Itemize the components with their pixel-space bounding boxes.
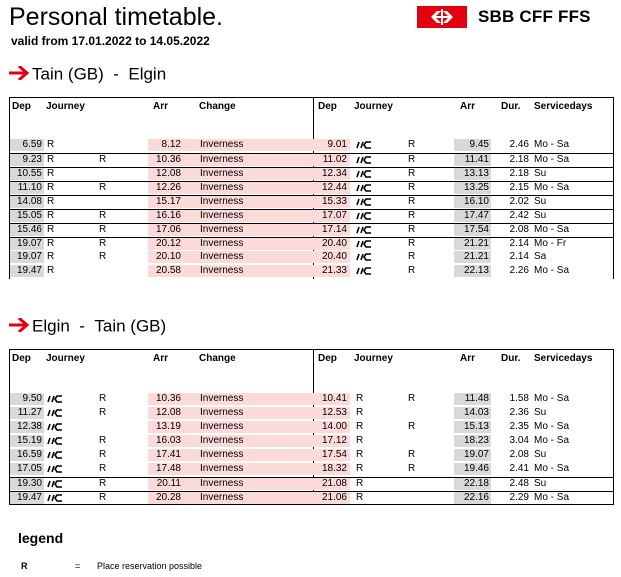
arrival-time: 12.26: [148, 182, 183, 194]
column-header-journey: Journey: [46, 353, 85, 364]
duration: 2.14: [509, 251, 529, 262]
arrival-time: 17.48: [148, 463, 183, 475]
service-days: Sa: [534, 251, 547, 262]
departure-time-2: 17.07: [286, 210, 350, 222]
change-station: Inverness: [183, 478, 286, 490]
departure-time: 15.46: [10, 224, 44, 236]
arrival-time-2: 22.18: [454, 478, 491, 490]
journey-type: R: [47, 251, 55, 262]
journey-type: R: [356, 393, 364, 404]
change-station: Inverness: [183, 182, 286, 194]
column-header-change: Change: [199, 101, 236, 112]
duration: 2.08: [509, 224, 529, 235]
table-row: [9, 435, 614, 447]
intercity-icon: [47, 395, 63, 407]
column-header-journey: Journey: [46, 101, 85, 112]
journey-type: R: [47, 182, 55, 193]
column-header-servicedays: Servicedays: [534, 353, 593, 364]
service-days: Mo - Sa: [534, 393, 570, 404]
reservation-flag: R: [99, 182, 107, 193]
journey-type: R: [356, 492, 364, 503]
table-row: [9, 463, 614, 475]
arrival-time: 16.03: [148, 435, 183, 447]
duration: 2.14: [509, 238, 529, 249]
departure-time: 19.07: [10, 251, 44, 263]
reservation-flag: R: [99, 463, 107, 474]
column-header-dep: Dep: [12, 101, 31, 112]
journey-type: R: [47, 196, 55, 207]
departure-time: 15.19: [10, 435, 44, 447]
reservation-flag: R: [99, 154, 107, 165]
departure-time-2: 9.01: [286, 139, 350, 151]
reservation-flag: R: [99, 435, 107, 446]
change-station: Inverness: [183, 463, 286, 475]
arrival-time: 12.08: [148, 168, 183, 180]
arrival-time: 15.17: [148, 196, 183, 208]
column-header-journey2: Journey: [354, 353, 393, 364]
service-days: Su: [534, 210, 547, 221]
reservation-flag: R: [99, 393, 107, 404]
departure-time: 19.07: [10, 238, 44, 250]
column-header-dur: Dur.: [501, 353, 521, 364]
duration: 2.15: [509, 182, 529, 193]
journey-type: R: [47, 139, 55, 150]
reservation-flag: R: [408, 210, 416, 221]
reservation-flag: R: [408, 224, 416, 235]
arrival-time-2: 17.54: [454, 224, 491, 236]
departure-time-2: 21.06: [286, 492, 350, 504]
arrival-time: 12.08: [148, 407, 183, 419]
arrival-time-2: 21.21: [454, 251, 491, 263]
validity-period: valid from 17.01.2022 to 14.05.2022: [11, 34, 210, 48]
service-days: Su: [534, 168, 547, 179]
table-row: [9, 251, 614, 263]
departure-time: 11.27: [10, 407, 44, 419]
change-station: Inverness: [183, 435, 286, 447]
table-row: [9, 407, 614, 419]
timetable-return: [9, 349, 614, 505]
reservation-flag: R: [408, 449, 416, 460]
arrival-time-2: 9.45: [454, 139, 491, 151]
departure-time-2: 15.33: [286, 196, 350, 208]
column-header-arr: Arr: [153, 101, 169, 112]
arrival-time-2: 13.13: [454, 168, 491, 180]
table-row: [9, 139, 614, 151]
arrival-time: 13.19: [148, 421, 183, 433]
departure-time: 9.50: [10, 393, 44, 405]
arrival-time-2: 11.48: [454, 393, 491, 405]
arrival-time-2: 22.13: [454, 265, 491, 277]
arrival-time-2: 22.16: [454, 492, 491, 504]
column-header-arr: Arr: [153, 353, 169, 364]
departure-time: 16.59: [10, 449, 44, 461]
intercity-icon: [47, 437, 63, 449]
arrival-time-2: 15.13: [454, 421, 491, 433]
journey-type: R: [356, 421, 364, 432]
duration: 2.02: [509, 196, 529, 207]
legend-equals: =: [75, 561, 81, 571]
reservation-flag: R: [408, 265, 416, 276]
departure-time: 15.05: [10, 210, 44, 222]
column-header-arr2: Arr: [460, 101, 476, 112]
duration: 2.08: [509, 449, 529, 460]
departure-time-2: 12.53: [286, 407, 350, 419]
reservation-flag: R: [408, 182, 416, 193]
departure-time-2: 10.41: [286, 393, 350, 405]
table-row: [9, 477, 614, 490]
timetable-outbound: [9, 97, 614, 279]
departure-time-2: 11.02: [286, 154, 350, 166]
reservation-flag: R: [99, 238, 107, 249]
arrival-time: 20.58: [148, 265, 183, 277]
arrival-time-2: 13.25: [454, 182, 491, 194]
reservation-flag: R: [408, 154, 416, 165]
reservation-flag: R: [408, 463, 416, 474]
reservation-flag: R: [99, 407, 107, 418]
arrival-time: 17.41: [148, 449, 183, 461]
intercity-icon: [47, 423, 63, 435]
journey-type: R: [47, 154, 55, 165]
duration: 2.26: [509, 265, 529, 276]
arrival-time: 8.12: [148, 139, 183, 151]
column-header-change: Change: [199, 353, 236, 364]
arrival-time: 10.36: [148, 154, 183, 166]
reservation-flag: R: [408, 139, 416, 150]
departure-time: 19.30: [10, 478, 44, 490]
reservation-flag: R: [408, 251, 416, 262]
journey-type: R: [356, 407, 364, 418]
arrival-time: 20.12: [148, 238, 183, 250]
departure-time-2: 21.08: [286, 478, 350, 490]
column-header-dur: Dur.: [501, 101, 521, 112]
reservation-flag: R: [408, 393, 416, 404]
departure-time-2: 21.33: [286, 265, 350, 277]
column-header-dep2: Dep: [318, 353, 337, 364]
arrival-time: 20.10: [148, 251, 183, 263]
departure-time: 19.47: [10, 492, 44, 504]
intercity-icon: [47, 465, 63, 477]
arrival-time: 20.11: [148, 478, 183, 490]
sbb-flag-icon: [417, 6, 467, 28]
departure-time-2: 17.54: [286, 449, 350, 461]
departure-time: 19.47: [10, 265, 44, 277]
arrival-time-2: 19.07: [454, 449, 491, 461]
reservation-flag: R: [99, 251, 107, 262]
arrival-time: 20.28: [148, 492, 183, 504]
arrival-time-2: 11.41: [454, 154, 491, 166]
departure-time: 17.05: [10, 463, 44, 475]
reservation-flag: R: [99, 449, 107, 460]
service-days: Mo - Sa: [534, 492, 570, 503]
departure-time-2: 20.40: [286, 238, 350, 250]
service-days: Mo - Sa: [534, 265, 570, 276]
legend-key: R: [21, 561, 28, 571]
service-days: Mo - Sa: [534, 421, 570, 432]
journey-type: R: [47, 210, 55, 221]
reservation-flag: R: [408, 196, 416, 207]
journey-type: R: [47, 265, 55, 276]
service-days: Su: [534, 478, 547, 489]
change-station: Inverness: [183, 196, 286, 208]
arrival-time-2: 18.23: [454, 435, 491, 447]
change-station: Inverness: [183, 265, 286, 277]
intercity-icon: [47, 451, 63, 463]
departure-time-2: 12.44: [286, 182, 350, 194]
intercity-icon: [356, 141, 372, 153]
duration: 2.35: [509, 421, 529, 432]
departure-time-2: 18.32: [286, 463, 350, 475]
route-to: Elgin: [128, 64, 167, 84]
change-station: Inverness: [183, 393, 286, 405]
route-from: Elgin: [32, 316, 70, 336]
table-row: [9, 195, 614, 208]
table-row: [9, 181, 614, 194]
departure-time-2: 14.00: [286, 421, 350, 433]
duration: 2.46: [509, 139, 529, 150]
departure-time: 12.38: [10, 421, 44, 433]
table-row: [9, 153, 614, 166]
intercity-icon: [356, 267, 372, 279]
reservation-flag: R: [99, 478, 107, 489]
journey-type: R: [356, 463, 364, 474]
route-heading-outbound: Tain (GB) - Elgin: [9, 64, 166, 85]
service-days: Mo - Sa: [534, 435, 570, 446]
route-from: Tain (GB): [32, 64, 104, 84]
legend-title: legend: [18, 530, 64, 546]
change-station: Inverness: [183, 224, 286, 236]
departure-time-2: 17.14: [286, 224, 350, 236]
departure-time-2: 12.34: [286, 168, 350, 180]
reservation-flag: R: [408, 168, 416, 179]
table-row: [9, 449, 614, 461]
arrival-time: 17.06: [148, 224, 183, 236]
intercity-icon: [356, 253, 372, 265]
departure-time: 6.59: [10, 139, 44, 151]
change-station: Inverness: [183, 154, 286, 166]
duration: 2.29: [509, 492, 529, 503]
column-header-dep: Dep: [12, 353, 31, 364]
duration: 3.04: [509, 435, 529, 446]
departure-time: 11.10: [10, 182, 44, 194]
reservation-flag: R: [99, 492, 107, 503]
table-row: [9, 237, 614, 250]
duration: 2.18: [509, 168, 529, 179]
table-row: [9, 491, 614, 505]
departure-time-2: 17.12: [286, 435, 350, 447]
change-station: Inverness: [183, 210, 286, 222]
journey-type: R: [47, 238, 55, 249]
journey-type: R: [356, 449, 364, 460]
intercity-icon: [47, 409, 63, 421]
change-station: Inverness: [183, 168, 286, 180]
journey-type: R: [356, 478, 364, 489]
arrival-time-2: 21.21: [454, 238, 491, 250]
table-row: [9, 223, 614, 236]
journey-type: R: [356, 435, 364, 446]
departure-time: 14.08: [10, 196, 44, 208]
column-header-arr2: Arr: [460, 353, 476, 364]
table-row: [9, 265, 614, 277]
duration: 2.48: [509, 478, 529, 489]
legend-description: Place reservation possible: [97, 561, 203, 571]
table-row: [9, 393, 614, 405]
arrow-right-icon: [9, 65, 32, 85]
column-header-servicedays: Servicedays: [534, 101, 593, 112]
duration: 2.36: [509, 407, 529, 418]
service-days: Mo - Sa: [534, 154, 570, 165]
table-row: [9, 167, 614, 180]
arrival-time-2: 14.03: [454, 407, 491, 419]
duration: 2.41: [509, 463, 529, 474]
reservation-flag: R: [408, 238, 416, 249]
change-station: Inverness: [183, 251, 286, 263]
brand-name: SBB CFF FFS: [478, 7, 591, 26]
reservation-flag: R: [99, 224, 107, 235]
route-to: Tain (GB): [94, 316, 167, 336]
service-days: Mo - Sa: [534, 463, 570, 474]
table-row: [9, 209, 614, 222]
service-days: Mo - Sa: [534, 182, 570, 193]
service-days: Mo - Sa: [534, 139, 570, 150]
reservation-flag: R: [99, 210, 107, 221]
arrival-time: 10.36: [148, 393, 183, 405]
service-days: Su: [534, 449, 547, 460]
arrival-time-2: 17.47: [454, 210, 491, 222]
page-title: Personal timetable.: [9, 3, 224, 31]
reservation-flag: R: [408, 421, 416, 432]
arrival-time-2: 19.46: [454, 463, 491, 475]
service-days: Mo - Fr: [534, 238, 567, 249]
journey-type: R: [47, 224, 55, 235]
service-days: Su: [534, 407, 547, 418]
departure-time: 9.23: [10, 154, 44, 166]
change-station: Inverness: [183, 421, 286, 433]
duration: 1.58: [509, 393, 529, 404]
table-row: [9, 421, 614, 433]
service-days: Su: [534, 196, 547, 207]
route-heading-return: Elgin - Tain (GB): [9, 316, 166, 337]
column-header-journey2: Journey: [354, 101, 393, 112]
intercity-icon: [47, 494, 63, 506]
column-header-dep2: Dep: [318, 101, 337, 112]
change-station: Inverness: [183, 238, 286, 250]
departure-time: 10.55: [10, 168, 44, 180]
service-days: Mo - Sa: [534, 224, 570, 235]
change-station: Inverness: [183, 449, 286, 461]
duration: 2.18: [509, 154, 529, 165]
change-station: Inverness: [183, 139, 286, 151]
arrival-time-2: 16.10: [454, 196, 491, 208]
arrow-right-icon: [9, 317, 32, 337]
duration: 2.42: [509, 210, 529, 221]
arrival-time: 16.16: [148, 210, 183, 222]
departure-time-2: 20.40: [286, 251, 350, 263]
change-station: Inverness: [183, 407, 286, 419]
change-station: Inverness: [183, 492, 286, 504]
journey-type: R: [47, 168, 55, 179]
